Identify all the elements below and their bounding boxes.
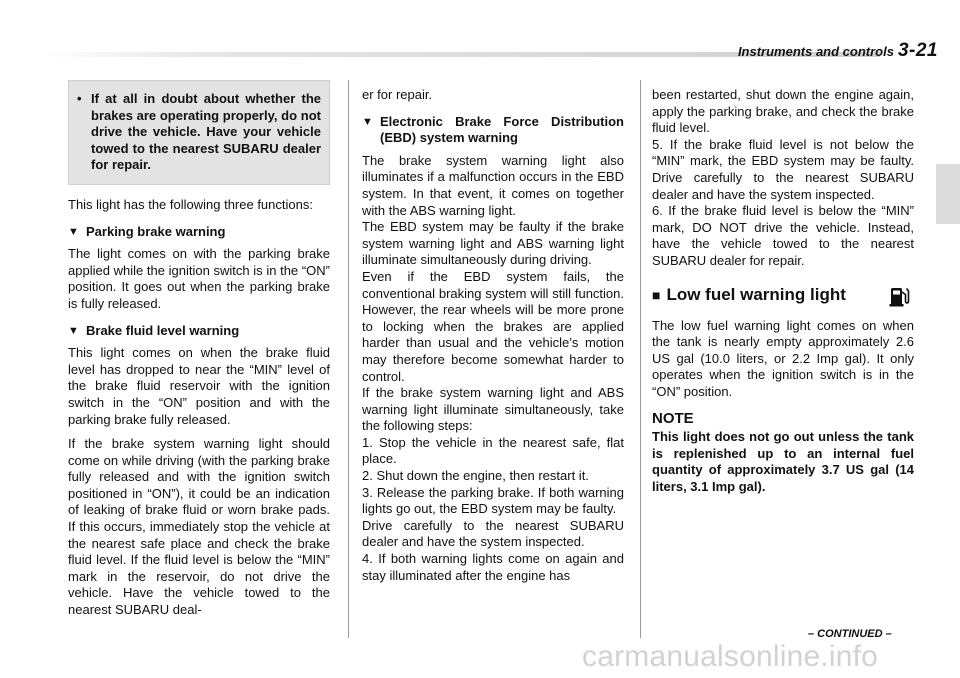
warning-text: If at all in doubt about whether the brakes are operating properly, do not drive the vehicle. Have your vehicle towed to the nearest SUBARU dealer for repair. — [91, 91, 321, 173]
parking-text: The light comes on with the parking brake applied while the ignition switch is in the “ON” position. It goes out when the parking brake is fully released. — [68, 246, 330, 311]
subheading — [68, 224, 330, 241]
triangle-icon: ▼ — [362, 115, 373, 128]
fuel-heading: Low fuel warning light — [666, 285, 846, 305]
step-4: 4. If both warning lights come on again and stay illuminated after the engine has — [362, 551, 624, 583]
continued-label: – CONTINUED – — [808, 628, 892, 640]
parking-heading: Parking brake warning — [86, 223, 226, 239]
ebd-text: The brake system warning light also illuminates if a malfunction occurs in the EBD system. In that event, it comes on together with the ABS warning light. — [362, 152, 624, 218]
step-1: 1. Stop the vehicle in the nearest safe, flat place. — [362, 434, 624, 467]
column-1 — [68, 80, 330, 619]
note-label: NOTE — [652, 409, 694, 427]
subheading — [68, 323, 330, 340]
ebd-text-2: The EBD system may be faulty if the brake system warning light and ABS warning light illuminate simultaneously during driving. — [362, 219, 624, 268]
step-6: 6. If the brake fluid level is below the “MIN” mark, DO NOT drive the vehicle. Instead, have the vehicle towed to the nearest SUBARU dealer for repair. — [652, 203, 914, 268]
square-icon: ■ — [652, 287, 661, 304]
step-2: 2. Shut down the engine, then restart it. — [362, 468, 589, 484]
step-3: 3. Release the parking brake. If both warning lights go out, the EBD system may be faulty. — [362, 484, 624, 517]
watermark: carmanualsonline.info — [582, 640, 879, 673]
triangle-icon: ▼ — [68, 225, 79, 238]
page-number: 3-21 — [897, 40, 938, 61]
warning-box — [68, 80, 330, 185]
ebd-text-4: If the brake system warning light and ABS warning light illuminate simultaneously, take the following steps: — [362, 385, 624, 434]
intro-text: This light has the following three functions: — [68, 196, 313, 212]
fuel-text: The low fuel warning light comes on when the tank is nearly empty approximately 2.6 US gal (10.0 liters, or 2.2 Imp gal). It only operates when the ignition switch is in the “ON” position. — [652, 317, 914, 399]
fuel-pump-icon — [888, 284, 910, 308]
fluid-text: This light comes on when the brake fluid level has dropped to near the “MIN” level of the brake fluid reservoir with the ignition switch in the “ON” position and with the parking brake fully released. — [68, 345, 330, 427]
section-heading — [652, 284, 914, 308]
note-text: This light does not go out unless the tank is replenished up to an internal fuel quantity of approximately 3.7 US gal (14 liters, 3.1 Imp gal). — [652, 429, 914, 494]
triangle-icon: ▼ — [68, 324, 79, 337]
ebd-text-3: Even if the EBD system fails, the conventional braking system will still function. However, the rear wheels will be more prone to locking when the brakes are applied harder than usual and the vehicle’s motion may therefore become somewhat harder to control. — [362, 268, 624, 384]
bullet-icon: • — [77, 91, 82, 106]
section-title: Instruments and controls — [737, 44, 894, 59]
column-divider — [348, 80, 349, 638]
continued-text: er for repair. — [362, 87, 433, 102]
subheading — [362, 114, 624, 147]
fluid-text-2: If the brake system warning light should come on while driving (with the parking brake fully released and with the ignition switch positioned in “ON”), it could be an indication of leaking of brake fluid or worn brake pads. If this occurs, immediately stop the vehicle at the nearest safe place and check the brake fluid level. If the fluid level is below the “MIN” mark in the reservoir, do not drive the vehicle. Have the vehicle towed to the nearest SUBARU deal- — [68, 436, 330, 618]
step-3b: Drive carefully to the nearest SUBARU dealer and have the system inspected. — [362, 517, 624, 550]
ebd-heading: Electronic Brake Force Distribution (EBD) system warning — [380, 113, 624, 146]
fluid-heading: Brake fluid level warning — [86, 322, 240, 338]
page-header — [738, 40, 938, 62]
column-2 — [362, 87, 624, 584]
column-3 — [652, 87, 914, 495]
continued-text: been restarted, shut down the engine again, apply the parking brake, and check the brake fluid level. — [652, 87, 914, 136]
step-5: 5. If the brake fluid level is not below the “MIN” mark, the EBD system may be faulty. Drive carefully to the nearest SUBARU dealer and have the system inspected. — [652, 136, 914, 202]
column-divider — [640, 80, 641, 638]
chapter-tab — [936, 164, 960, 224]
